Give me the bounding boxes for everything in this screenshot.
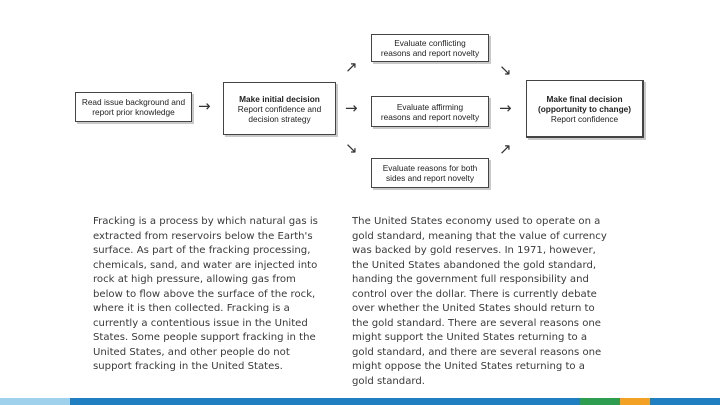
passage-line: support fracking in the United States.: [93, 361, 283, 372]
footer-segment: [70, 398, 580, 405]
arrow-initial-to-both: ↘: [345, 139, 358, 157]
both-box-line-2: sides and report novelty: [385, 173, 475, 183]
passage-line: chemicals, sand, and water are injected into: [93, 259, 318, 271]
passage-line: the United States abandoned the gold standard,: [352, 259, 597, 271]
passage-line: gold standard.: [352, 375, 425, 387]
read-box-line-2: report prior knowledge: [92, 107, 175, 117]
passage-line: surface. As part of the fracking processing,: [93, 245, 311, 256]
conflicting-reasons-box: [371, 34, 489, 62]
final-box-title-2: (opportunity to change): [537, 103, 632, 114]
arrow-initial-to-affirm: →: [345, 99, 358, 117]
passage-line: might support the United States returning to a: [352, 332, 588, 343]
arrow-both-to-final: ↗: [499, 140, 512, 158]
passage-line: United States, and other people do not: [93, 346, 290, 358]
final-box-line: Report confidence: [550, 113, 619, 124]
arrow-read-to-initial: →: [198, 97, 211, 115]
passage-line: gold standard, and there are several reasons one: [352, 346, 602, 358]
both-box-line-1: Evaluate reasons for both: [382, 163, 478, 173]
passage-line: the gold standard. There are several reasons one: [352, 317, 602, 329]
conflict-box-line-2: reasons and report novelty: [380, 48, 480, 58]
footer-segment: [0, 398, 70, 405]
passage-line: handing the government full responsibility and: [352, 274, 589, 285]
passage-line: Fracking is a process by which natural gas is: [93, 216, 318, 227]
footer-segment: [620, 398, 650, 405]
fracking-passage: [93, 215, 333, 375]
affirming-reasons-box: [371, 96, 489, 127]
final-box-title-1: Make final decision: [546, 93, 623, 104]
passage-line: currently a contentious issue in the United: [93, 317, 308, 329]
arrow-affirm-to-final: →: [499, 99, 512, 117]
passage-line: might oppose the United States returning to a: [352, 361, 585, 372]
both-sides-box: [371, 158, 489, 188]
conflict-box-line-1: Evaluate conflicting: [394, 38, 466, 48]
final-decision-box: [526, 80, 644, 138]
passage-line: States. Some people support fracking in the: [93, 332, 316, 343]
passage-line: below to flow above the surface of the rock,: [93, 288, 316, 300]
read-background-box: [75, 92, 192, 122]
gold-standard-passage: [352, 215, 622, 389]
initial-box-line-1: Report confidence and: [237, 103, 322, 114]
passage-line: extracted from reservoirs below the Earth's: [93, 230, 313, 242]
passage-line: The United States economy used to operate on a: [352, 216, 601, 227]
initial-box-line-2: decision strategy: [248, 113, 311, 124]
affirm-box-line-1: Evaluate affirming: [396, 101, 464, 112]
passage-line: was backed by gold reserves. In 1971, however,: [352, 245, 596, 256]
footer-segment: [650, 398, 720, 405]
arrow-conflict-to-final: ↘: [499, 61, 512, 79]
initial-decision-box: [223, 82, 336, 135]
arrow-initial-to-conflict: ↗: [345, 58, 358, 76]
passage-line: rock at high pressure, allowing gas from: [93, 274, 296, 285]
passage-line: control over the dollar. There is currently debate: [352, 288, 597, 300]
passage-line: over whether the United States should return to: [352, 303, 595, 314]
passage-line: gold standard, meaning that the value of currency: [352, 230, 607, 242]
affirm-box-line-2: reasons and report novelty: [380, 111, 480, 122]
footer-segment: [580, 398, 620, 405]
read-box-line-1: Read issue background and: [81, 97, 186, 107]
initial-box-title: Make initial decision: [239, 93, 320, 104]
passage-line: where it is then collected. Fracking is a: [93, 303, 290, 314]
footer-color-bar: [0, 398, 720, 405]
